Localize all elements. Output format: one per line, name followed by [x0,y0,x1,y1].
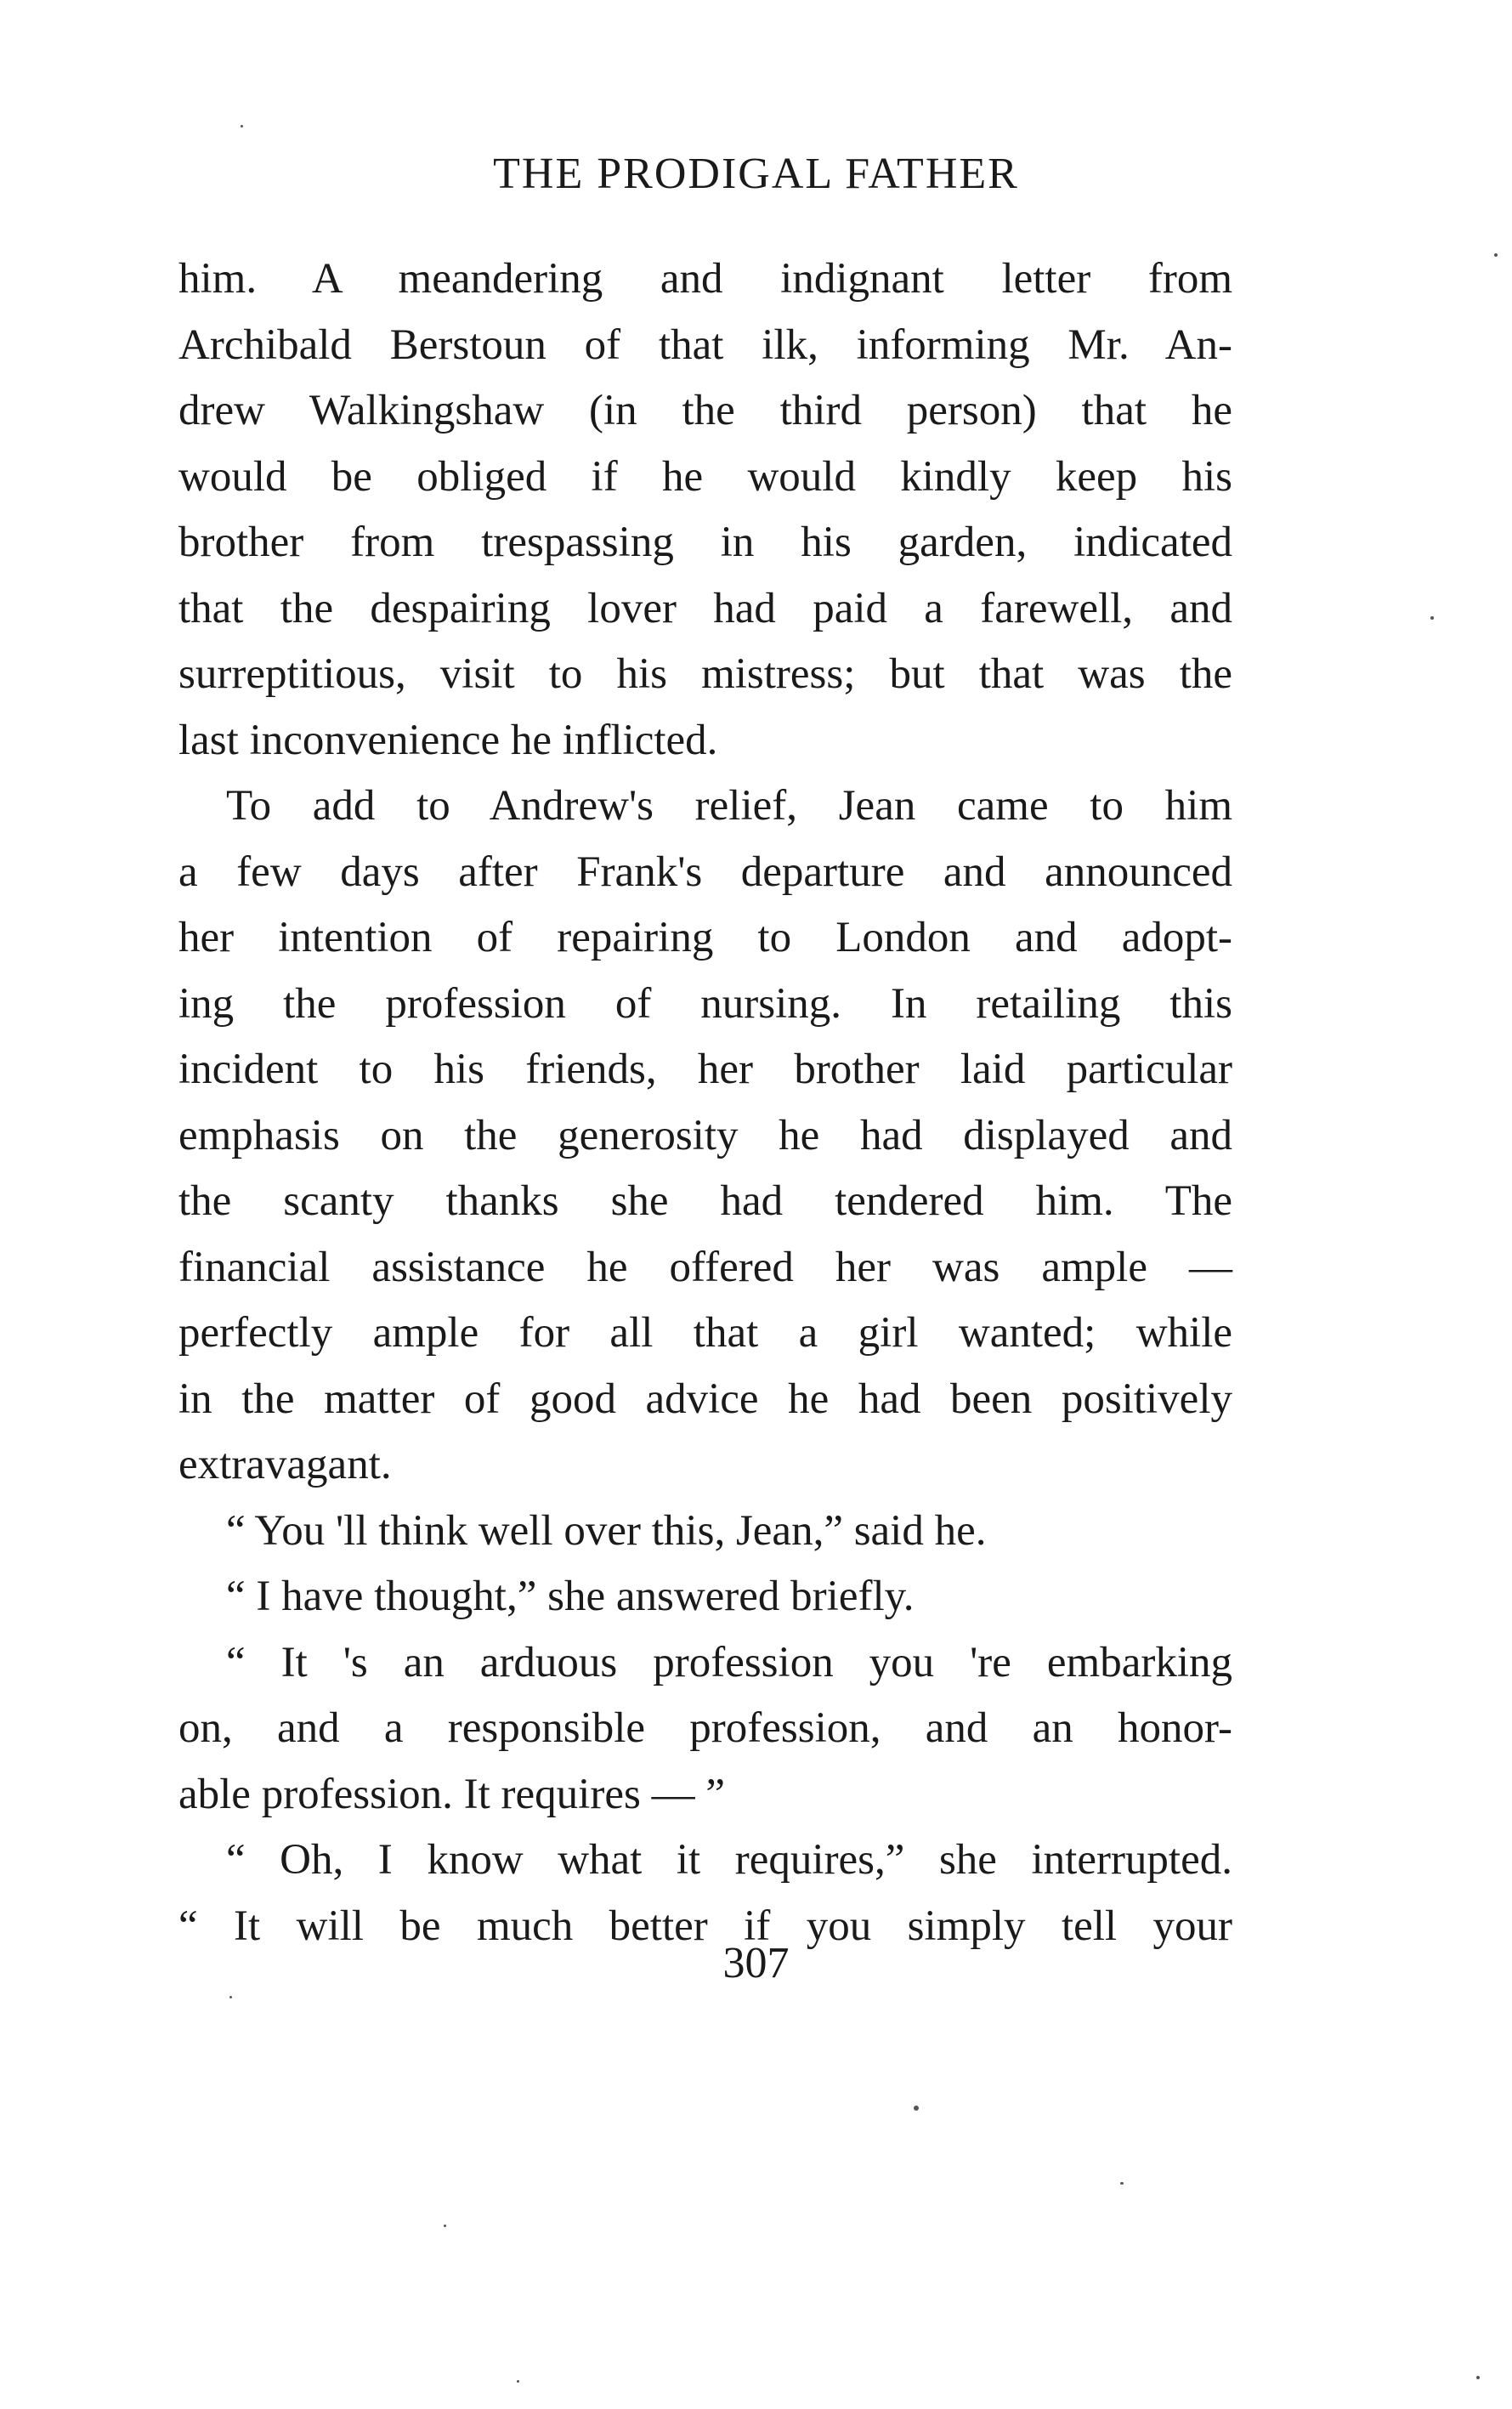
text-line: her intention of repairing to London and adopt- [178,914,1232,961]
text-line: perfectly ample for all that a girl wanted; while [178,1309,1232,1357]
body-text [178,247,1232,1959]
text-line: surreptitious, visit to his mistress; but that was the [178,650,1232,698]
text-line: extravagant. [178,1441,392,1488]
text-line: drew Walkingshaw (in the third person) that he [178,387,1232,434]
scan-speck [517,2380,519,2383]
text-line: that the despairing lover had paid a farewell, and [178,584,1232,632]
text-line: ing the profession of nursing. In retailing this [178,979,1232,1028]
text-line: “ Oh, I know what it requires,” she interrupted. [226,1836,1232,1884]
page-number: 307 [722,1939,790,1987]
text-line: able profession. It requires — ” [178,1770,725,1818]
text-line: emphasis on the generosity he had displayed and [178,1111,1232,1159]
scan-speck [444,2225,446,2227]
text-line: the scanty thanks she had tendered him. The [178,1177,1232,1225]
running-head: THE PRODIGAL FATHER [493,150,1019,198]
text-line: Archibald Berstoun of that ilk, informing Mr. An- [178,320,1232,369]
text-line: in the matter of good advice he had been positively [178,1375,1232,1423]
text-line: brother from trespassing in his garden, indicated [178,519,1232,566]
text-line: To add to Andrew's relief, Jean came to him [226,782,1232,830]
text-line: a few days after Frank's departure and announced [178,847,1232,896]
text-line: “ It will be much better if you simply tell your [178,1902,1232,1950]
scan-speck [1476,2376,1480,2379]
scan-speck [229,1996,232,1998]
text-line: “ I have thought,” she answered briefly. [226,1573,915,1620]
text-line: “ You 'll think well over this, Jean,” said he. [226,1506,987,1555]
scan-speck [914,2106,919,2111]
text-line: incident to his friends, her brother laid particular [178,1046,1232,1093]
text-line: financial assistance he offered her was ample — [178,1243,1232,1291]
text-line: would be obliged if he would kindly keep his [178,452,1232,501]
text-line: on, and a responsible profession, and an honor- [178,1704,1232,1752]
text-line: last inconvenience he inflicted. [178,716,718,764]
scan-speck [1494,253,1498,257]
text-line: him. A meandering and indignant letter from [178,255,1232,303]
scan-speck [1120,2182,1124,2185]
scan-speck [241,125,243,128]
scan-speck [1430,616,1434,620]
text-line: “ It 's an arduous profession you 're embarking [226,1638,1232,1686]
